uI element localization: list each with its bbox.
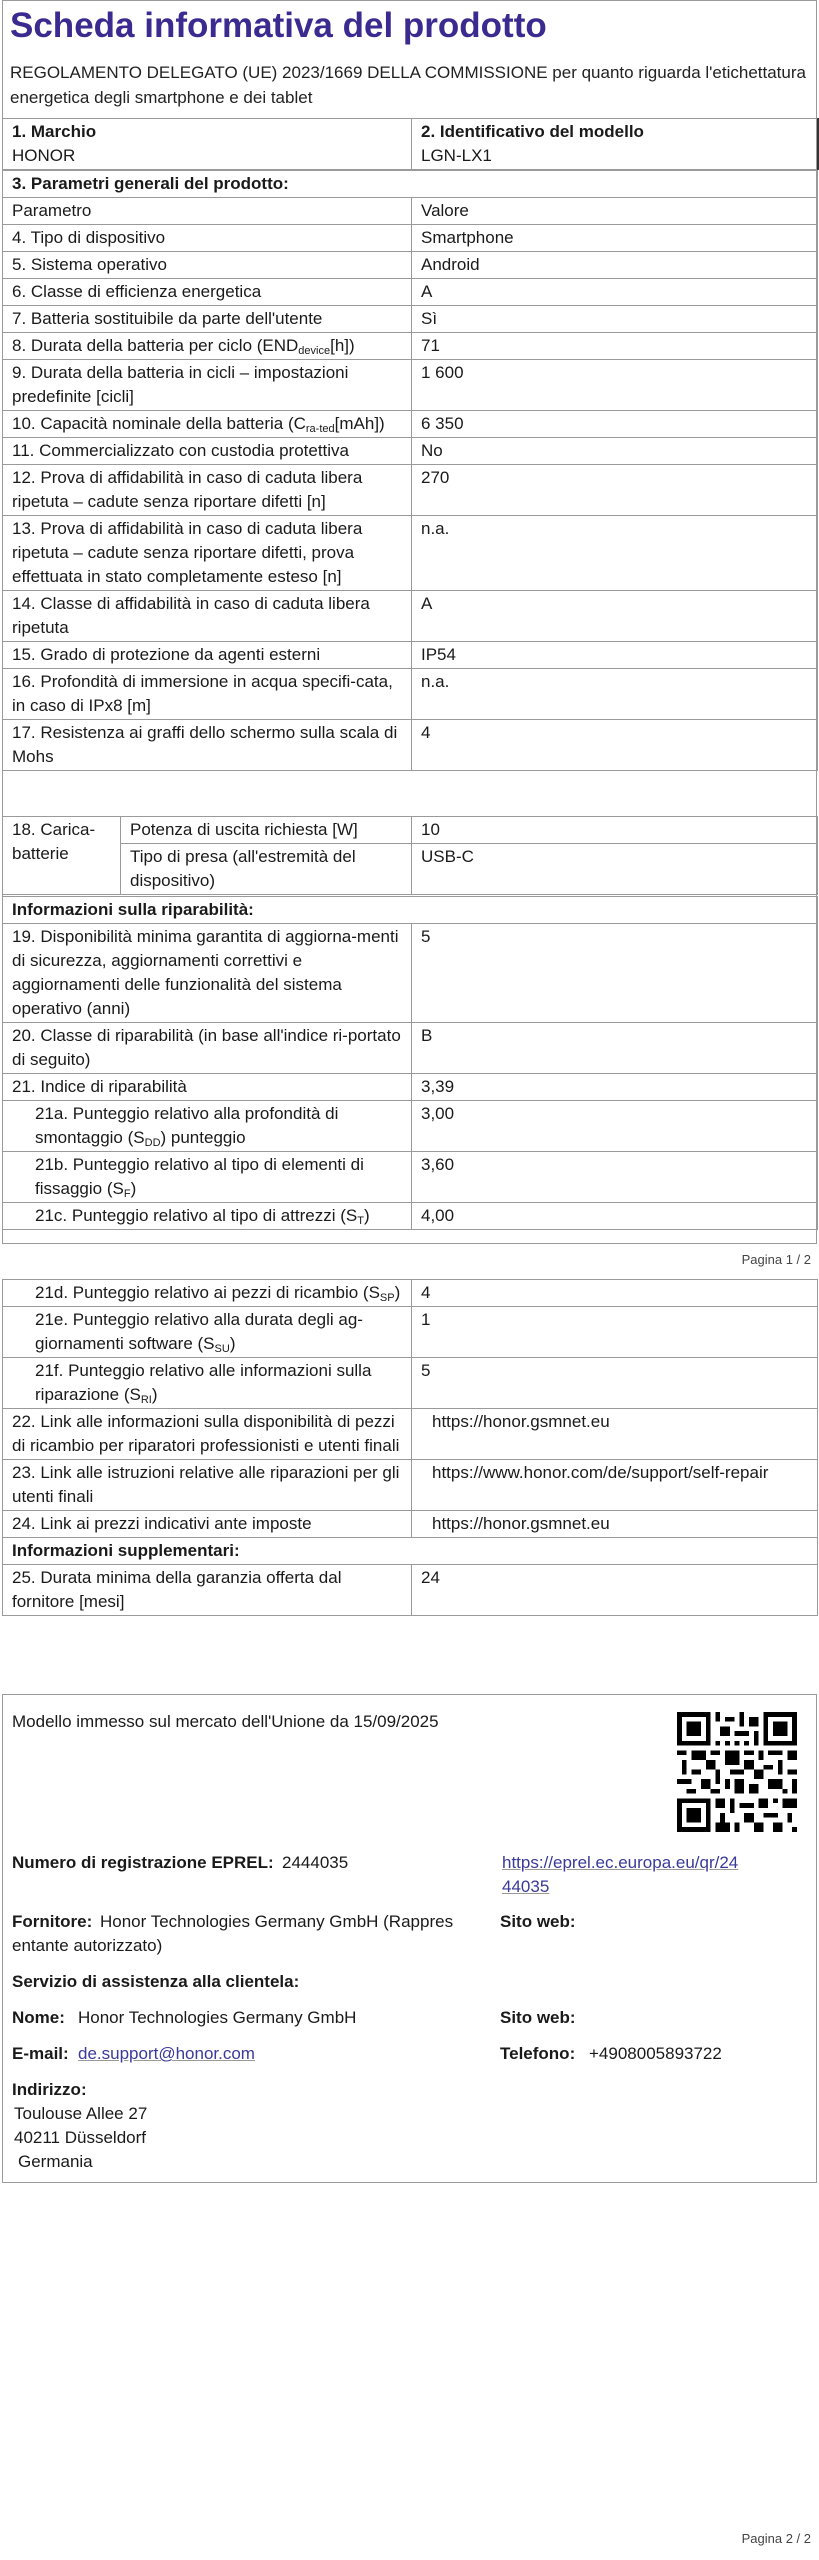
row-label: 21b. Punteggio relativo al tipo di elementi di fissaggio $(S_F)$ [3,1152,412,1203]
row-label: 11. Commercializzato con custodia protettiva [3,438,412,465]
email-label: E-mail: [12,2044,69,2063]
row-label: 16. Profondità di immersione in acqua specifi-cata, in caso di IPx8 [m] [3,669,412,720]
table-row [3,1101,818,1152]
col-header-value: Valore [412,198,818,225]
table-row [3,198,818,225]
row-label: 5. Sistema operativo [3,252,412,279]
table-row [3,465,818,516]
row-label: 17. Resistenza ai graffi dello schermo sulla scala di Mohs [3,720,412,771]
service-name-label: Nome: [12,2008,65,2027]
page-number-2: Pagina 2 / 2 [741,2531,811,2546]
row-value: 24 [412,1565,818,1616]
general-heading: 3. Parametri generali del prodotto: [3,171,818,198]
row-value: 5 [412,1358,818,1409]
table-row [3,817,818,844]
model-label: 2. Identificativo del modello [421,122,644,141]
service-heading: Servizio di assistenza alla clientela: [12,1972,300,1991]
row-value: 4 [412,720,818,771]
charger-plug-value: USB-C [412,844,818,895]
page-title: Scheda informativa del prodotto [10,6,547,45]
row-label: 25. Durata minima della garanzia offerta dal fornitore [mesi] [3,1565,412,1616]
row-label: 24. Link ai prezzi indicativi ante imposte [3,1511,412,1538]
table-row [3,1280,818,1307]
row-label: 6. Classe di efficienza energetica [3,279,412,306]
table-row [3,279,818,306]
repair-instructions-link[interactable]: https://www.honor.com/de/support/self-repair [412,1460,818,1511]
prices-link[interactable]: https://honor.gsmnet.eu [412,1511,818,1538]
row-label: 21e. Punteggio relativo alla durata degli ag-giornamenti software $(S_{SU})$ [3,1307,412,1358]
row-value: 4 [412,1280,818,1307]
row-value: IP54 [412,642,818,669]
row-label: 19. Disponibilità minima garantita di aggiorna-menti di sicurezza, aggiornamenti correttivi e aggiornamenti delle funzionalità del sistema operativo (anni) [3,924,412,1023]
address-label: Indirizzo: [12,2080,87,2099]
row-value: n.a. [412,516,818,591]
address-line-1: Toulouse Allee 27 [14,2104,148,2123]
charger-plug-label: Tipo di presa (all'estremità del dispositivo) [121,844,412,895]
table-row [3,1152,818,1203]
row-label: 9. Durata della batteria in cicli – impostazioni predefinite [cicli] [3,360,412,411]
repairability-table-cont [2,1279,818,1616]
supplier-value-line-1: Honor Technologies Germany GmbH (Rappres [100,1912,454,1931]
row-label: 21f. Punteggio relativo alle informazioni sulla riparazione $(S_{RI})$ [3,1358,412,1409]
table-row [3,1565,818,1616]
table-row [3,516,818,591]
table-row [3,360,818,411]
email-link[interactable]: de.support@honor.com [78,2044,255,2063]
model-value: LGN-LX1 [421,146,492,165]
phone-label: Telefono: [500,2044,576,2063]
repairability-table [2,896,818,1230]
table-row [3,1358,818,1409]
charger-label: 18. Carica-batterie [3,817,121,895]
eprel-label: Numero di registrazione EPREL: [12,1853,274,1872]
qr-code-icon [677,1712,797,1832]
col-header-param: Parametro [3,198,412,225]
row-label: 14. Classe di affidabilità in caso di caduta libera ripetuta [3,591,412,642]
supplier-website-label: Sito web: [500,1912,576,1931]
row-value: 71 [412,333,818,360]
table-row [3,1203,818,1230]
table-row [3,333,818,360]
charger-power-label: Potenza di uscita richiesta [W] [121,817,412,844]
table-row [3,1511,818,1538]
table-row [3,438,818,465]
row-value: 3,00 [412,1101,818,1152]
table-row [3,924,818,1023]
table-row [3,591,818,642]
row-label: 21. Indice di riparabilità [3,1074,412,1101]
service-name-value: Honor Technologies Germany GmbH [78,2008,357,2027]
model-cell [412,119,818,170]
row-value: A [412,279,818,306]
row-value: n.a. [412,669,818,720]
row-label: 15. Grado di protezione da agenti esterni [3,642,412,669]
page-number-1: Pagina 1 / 2 [741,1252,811,1267]
row-label: 13. Prova di affidabilità in caso di caduta libera ripetuta – cadute senza riportare difetti, prova effettuata in stato completamente esteso [n] [3,516,412,591]
table-row [3,411,818,438]
row-value: A [412,591,818,642]
supplementary-heading: Informazioni supplementari: [3,1538,818,1565]
row-label: 21c. Punteggio relativo al tipo di attrezzi $(S_T)$ [3,1203,412,1230]
table-row [3,669,818,720]
table-row [3,1023,818,1074]
row-label: 20. Classe di riparabilità (in base all'indice ri-portato di seguito) [3,1023,412,1074]
charger-table [2,816,818,895]
eprel-number: 2444035 [282,1853,349,1872]
table-row [3,306,818,333]
table-row [3,1307,818,1358]
charger-power-value: 10 [412,817,818,844]
table-row [3,1409,818,1460]
eprel-link-line-2[interactable]: 44035 [502,1877,550,1896]
service-website-label: Sito web: [500,2008,576,2027]
row-label: 22. Link alle informazioni sulla disponibilità di pezzi di ricambio per riparatori professionisti e utenti finali [3,1409,412,1460]
row-label: 21a. Punteggio relativo alla profondità di smontaggio $(S_{DD})$ punteggio [3,1101,412,1152]
row-value: 270 [412,465,818,516]
row-value: Sì [412,306,818,333]
row-label: 4. Tipo di dispositivo [3,225,412,252]
row-label: 8. Durata della batteria per ciclo $(END_{device}[h])$ [3,333,412,360]
phone-value: +4908005893722 [589,2044,722,2063]
row-value: 5 [412,924,818,1023]
supplier-label: Fornitore: [12,1912,93,1931]
row-value: 6 350 [412,411,818,438]
row-value: B [412,1023,818,1074]
table-row [3,642,818,669]
supplier-value-line-2: entante autorizzato) [12,1936,163,1955]
brand-cell [3,119,412,170]
regulation-subtitle: REGOLAMENTO DELEGATO (UE) 2023/1669 DELLA COMMISSIONE per quanto riguarda l'etichettatura energetica degli smartphone e dei tablet [10,63,806,107]
row-value: 4,00 [412,1203,818,1230]
address-line-2: 40211 Düsseldorf [14,2128,146,2147]
address-line-3: Germania [18,2152,93,2171]
row-label: 7. Batteria sostituibile da parte dell'utente [3,306,412,333]
table-row [3,1074,818,1101]
table-row [3,1460,818,1511]
row-label: 10. Capacità nominale della batteria $(C_{ra-ted}[mAh])$ [3,411,412,438]
table-row [3,252,818,279]
row-value: 1 600 [412,360,818,411]
brand-value: HONOR [12,146,76,165]
row-value: 1 [412,1307,818,1358]
table-row [3,844,818,895]
row-value: 3,60 [412,1152,818,1203]
table-row [3,225,818,252]
row-value: Android [412,252,818,279]
row-value: Smartphone [412,225,818,252]
row-label: 21d. Punteggio relativo ai pezzi di ricambio $(S_{SP})$ [3,1280,412,1307]
row-label: 23. Link alle istruzioni relative alle riparazioni per gli utenti finali [3,1460,412,1511]
eprel-link-line-1[interactable]: https://eprel.ec.europa.eu/qr/24 [502,1853,739,1872]
table-row [3,720,818,771]
market-date: Modello immesso sul mercato dell'Unione da 15/09/2025 [12,1712,439,1731]
row-label: 12. Prova di affidabilità in caso di caduta libera ripetuta – cadute senza riportare difetti [n] [3,465,412,516]
general-parameters-table [2,170,818,771]
qr-code[interactable] [677,1712,797,1832]
brand-label: 1. Marchio [12,122,97,141]
row-value: 3,39 [412,1074,818,1101]
repair-heading: Informazioni sulla riparabilità: [3,897,818,924]
spare-parts-link[interactable]: https://honor.gsmnet.eu [412,1409,818,1460]
brand-model-table [2,118,819,170]
row-value: No [412,438,818,465]
